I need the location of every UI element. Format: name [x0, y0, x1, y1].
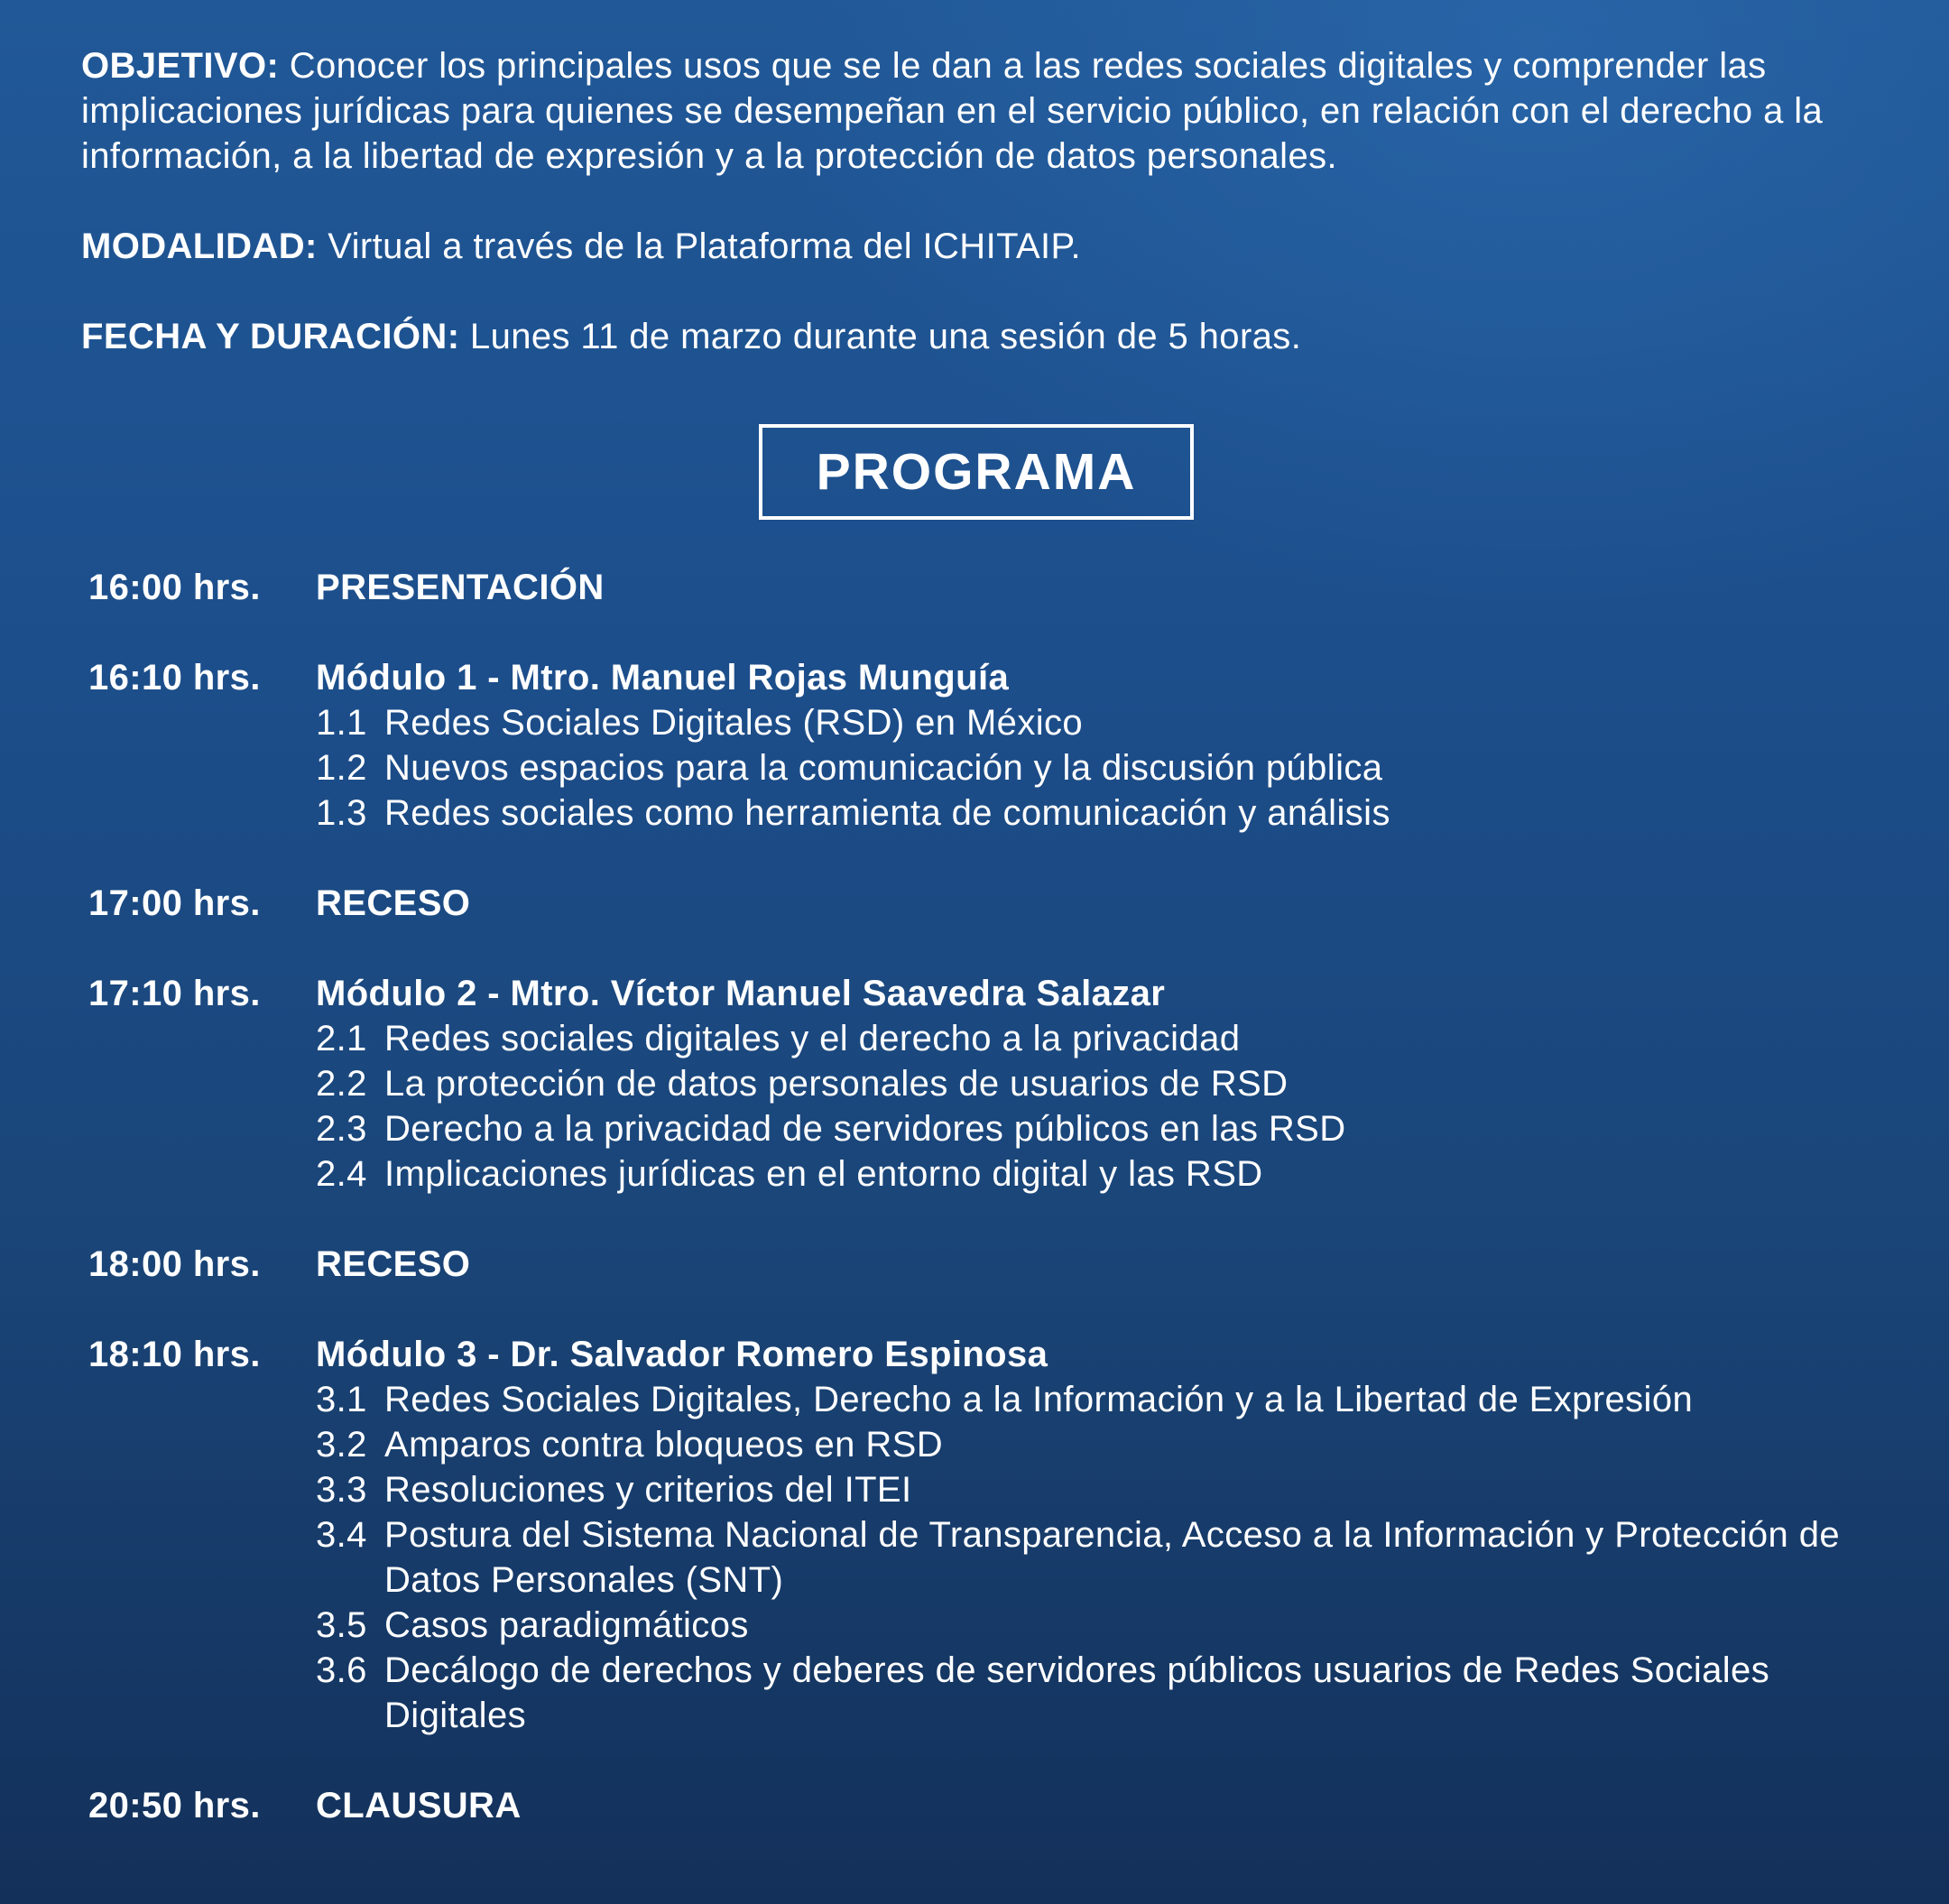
schedule-content [316, 1332, 1871, 1738]
schedule-content [316, 1242, 1871, 1287]
topic-number: 2.2 [316, 1064, 367, 1104]
topic-item [316, 745, 1871, 790]
schedule-block [88, 881, 1871, 926]
schedule-block [88, 1332, 1871, 1738]
topic-item [316, 1603, 1871, 1648]
topic-item [316, 1061, 1871, 1106]
modalidad-label: MODALIDAD: [81, 226, 318, 266]
topic-text: Redes sociales como herramienta de comunicación y análisis [384, 793, 1390, 833]
topic-text: Redes Sociales Digitales, Derecho a la Información y a la Libertad de Expresión [384, 1380, 1694, 1419]
topic-number: 1.3 [316, 793, 367, 833]
topic-item [316, 1422, 1871, 1467]
objetivo-label: OBJETIVO: [81, 46, 280, 86]
topic-text: La protección de datos personales de usuarios de RSD [384, 1064, 1289, 1104]
topic-number: 3.4 [316, 1515, 367, 1555]
objetivo-text: Conocer los principales usos que se le dan a las redes sociales digitales y comprender las implicaciones jurídicas para quienes se desempeñan en el servicio público, en relación con el derecho a la información, a la libertad de expresión y a la protección de datos personales. [81, 46, 1824, 176]
topic-number: 2.3 [316, 1109, 367, 1149]
topic-number: 1.2 [316, 748, 367, 788]
schedule-block [88, 565, 1871, 610]
topic-text: Casos paradigmáticos [384, 1605, 749, 1645]
topic-number: 1.1 [316, 703, 367, 743]
topic-item [316, 700, 1871, 745]
schedule-block [88, 1242, 1871, 1287]
topic-text: Amparos contra bloqueos en RSD [384, 1425, 943, 1465]
topic-number: 3.6 [316, 1650, 367, 1690]
fecha-text: Lunes 11 de marzo durante una sesión de 5 horas. [459, 317, 1302, 356]
topic-number: 2.1 [316, 1019, 367, 1058]
schedule [88, 565, 1871, 1828]
topic-item [316, 1512, 1871, 1603]
topic-number: 3.5 [316, 1605, 367, 1645]
schedule-content [316, 655, 1871, 836]
topic-item [316, 1106, 1871, 1151]
topic-number: 3.2 [316, 1425, 367, 1465]
topic-item [316, 790, 1871, 836]
schedule-time: 17:00 hrs. [88, 883, 261, 923]
schedule-title: RECESO [316, 883, 471, 923]
schedule-time: 18:00 hrs. [88, 1244, 261, 1284]
topic-text: Nuevos espacios para la comunicación y la discusión pública [384, 748, 1383, 788]
objetivo-paragraph [81, 43, 1871, 179]
schedule-content [316, 971, 1871, 1197]
schedule-title: PRESENTACIÓN [316, 568, 605, 607]
topic-item [316, 1648, 1871, 1738]
programa-header [81, 424, 1871, 520]
schedule-block [88, 655, 1871, 836]
topic-number: 3.3 [316, 1470, 367, 1510]
schedule-time: 16:10 hrs. [88, 658, 261, 698]
schedule-content [316, 881, 1871, 926]
topic-text: Redes Sociales Digitales (RSD) en México [384, 703, 1084, 743]
topic-text: Implicaciones jurídicas en el entorno digital y las RSD [384, 1154, 1263, 1194]
schedule-content [316, 565, 1871, 610]
topic-text: Resoluciones y criterios del ITEI [384, 1470, 912, 1510]
topic-number: 2.4 [316, 1154, 367, 1194]
schedule-title: Módulo 2 - Mtro. Víctor Manuel Saavedra Salazar [316, 974, 1166, 1013]
topic-number: 3.1 [316, 1380, 367, 1419]
topic-text: Decálogo de derechos y deberes de servidores públicos usuarios de Redes Sociales Digitales [384, 1650, 1770, 1735]
schedule-title: CLAUSURA [316, 1786, 522, 1825]
schedule-content [316, 1783, 1871, 1828]
fecha-label: FECHA Y DURACIÓN: [81, 317, 460, 356]
topic-item [316, 1151, 1871, 1197]
topic-text: Derecho a la privacidad de servidores públicos en las RSD [384, 1109, 1346, 1149]
programa-title: PROGRAMA [759, 424, 1194, 520]
fecha-paragraph [81, 314, 1871, 359]
topic-item [316, 1377, 1871, 1422]
schedule-time: 17:10 hrs. [88, 974, 261, 1013]
topic-item [316, 1016, 1871, 1061]
schedule-time: 18:10 hrs. [88, 1335, 261, 1374]
schedule-block [88, 1783, 1871, 1828]
schedule-title: Módulo 1 - Mtro. Manuel Rojas Munguía [316, 658, 1010, 698]
schedule-time: 16:00 hrs. [88, 568, 261, 607]
schedule-title: RECESO [316, 1244, 471, 1284]
schedule-title: Módulo 3 - Dr. Salvador Romero Espinosa [316, 1335, 1048, 1374]
topic-text: Postura del Sistema Nacional de Transparencia, Acceso a la Información y Protección de Datos Personales (SNT) [384, 1515, 1841, 1600]
topic-text: Redes sociales digitales y el derecho a la privacidad [384, 1019, 1241, 1058]
schedule-time: 20:50 hrs. [88, 1786, 261, 1825]
modalidad-paragraph [81, 224, 1871, 269]
schedule-block [88, 971, 1871, 1197]
topic-item [316, 1467, 1871, 1512]
modalidad-text: Virtual a través de la Plataforma del ICHITAIP. [317, 226, 1081, 266]
